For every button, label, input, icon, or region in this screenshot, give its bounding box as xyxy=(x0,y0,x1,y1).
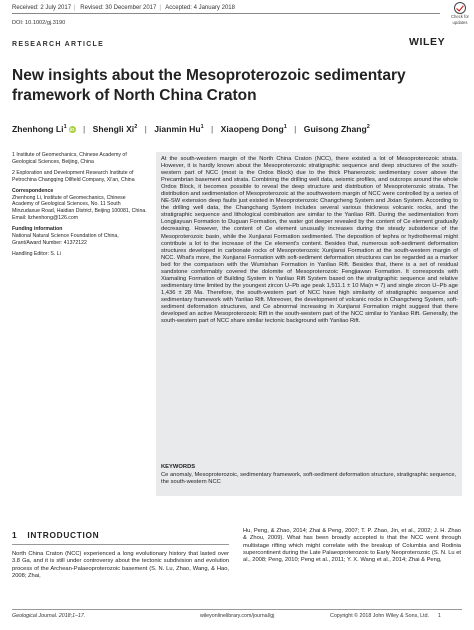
author-affiliation-mark: 1 xyxy=(63,124,67,131)
author-name[interactable]: Shengli Xi xyxy=(92,124,135,134)
keywords-list: Ce anomaly, Mesoproterozoic, sedimentary framework, soft-sediment deformation structure, stratigraphic sequence, the south-western NCC xyxy=(161,472,457,486)
section-label: RESEARCH ARTICLE xyxy=(12,41,105,48)
author-name[interactable]: Jianmin Hu xyxy=(154,124,201,134)
page-number: 1 xyxy=(437,613,441,619)
keywords-heading: KEYWORDS xyxy=(161,464,196,470)
author-name[interactable]: Guisong Zhang xyxy=(303,124,367,134)
author-separator: | xyxy=(144,124,147,134)
copyright-text: Copyright © 2018 John Wiley & Sons, Ltd. xyxy=(330,613,430,619)
funding-heading: Funding information xyxy=(12,226,63,233)
section-divider xyxy=(12,544,229,545)
footer-divider xyxy=(12,609,462,610)
author-affiliation-mark: 2 xyxy=(366,124,370,131)
journal-website-link[interactable]: wileyonlinelibrary.com/journal/gj xyxy=(200,613,275,619)
author-affiliation-mark: 1 xyxy=(200,124,204,131)
section-title: INTRODUCTION xyxy=(27,530,100,540)
check-icon xyxy=(454,2,466,14)
correspondence-email[interactable]: Email: lizhenhong@126.com xyxy=(12,215,79,222)
intro-paragraph-right: Hu, Peng, & Zhao, 2014; Zhai & Peng, 2007; T. P. Zhao, Jin, et al., 2002; J. H. Zhao & Zhou, 2009). What has been broadly accepted is that the NCC went through multistage rifting which might correlate with the breakup of Columbia and Rodinia supercontinent during the Late Palaeoproterozoic to Early Neoproterozoic (S. N. Lu et al., 2008; Peng, 2010; Peng et al., 2011; Y. X. Wang et al., 2014; Zhai & Peng, xyxy=(243,528,461,564)
correspondence-address: Zhenhong Li, Institute of Geomechanics, Chinese Academy of Geological Sciences, No. 11 South Minzudaxue Road, Haidian District, Beijing 100081, China. xyxy=(12,194,147,215)
check-for-updates-badge[interactable] xyxy=(448,2,472,28)
author-separator: | xyxy=(294,124,297,134)
correspondence-heading: Correspondence xyxy=(12,187,54,194)
author-name[interactable]: Zhenhong Li xyxy=(12,124,64,134)
intro-paragraph-left: North China Craton (NCC) experienced a long evolutionary history that lasted over 3.8 Ga, and it is still under controversy about the tectonic subdivision and evolution process of the Archean-Palaeoproterozoic basement (S. N. Lu, Zhao, Wang, & Hao, 2008; Zhai, xyxy=(12,551,229,579)
copyright-line xyxy=(330,613,441,619)
section-heading-introduction xyxy=(12,530,99,540)
author-list xyxy=(12,124,452,134)
article-info-column xyxy=(12,152,147,262)
doi[interactable]: DOI: 10.1002/gj.3190 xyxy=(12,20,66,26)
funding-info: National Natural Science Foundation of China, Grant/Award Number: 41372122 xyxy=(12,233,119,246)
accepted-date: Accepted: 4 January 2018 xyxy=(165,5,235,11)
author-affiliation-mark: 1 xyxy=(283,124,287,131)
author-name[interactable]: Xiaopeng Dong xyxy=(220,124,284,134)
journal-citation: Geological Journal. 2018;1–17. xyxy=(12,613,86,619)
revised-date: Revised: 30 December 2017 xyxy=(80,5,157,11)
abstract-text: At the south-western margin of the North China Craton (NCC), there existed a lot of Mesoproterozoic strata. However, it is hardly known about the Mesoproterozoic stratigraphic sequence and deep structures of the south-western part of NCC (most is the Ordos Block) due to the thick Phanerozoic sedimentary cover above the Precambrian basement and strata. Combining the drilling well data, seismic profiles, and outcrops around the whole Ordos Block, it becomes possible to reveal the deep structure and distribution of Mesoproterozoic strata. The distribution and sedimentation of Mesoproterozoic at the southwestern margin of NCC were controlled by a series of NE-SW extension deep faults just existed in Mesoproterozoic Changcheng System and Jixian System. According to the drilling well data, the Changchang System includes several various thickness volcanic rocks, and the stratigraphic sequence and lithological combination are similar to the Yanliao Rift. During the sedimentation from Longjiayuan Formation to Duguan Formation, the water got deeper revealed by the content of Ce element gradually decreasing. However, the content of Ce element unusually increases during the steady subsidence of the Mesoproterozoic basin, while the Xunjiansi Formation sedimented. The deposition of tephra or hydrothermal might contribute a lot to the increase of the Ce element's content. Besides that, numerous soft-sediment deformation structures developed in carbonate rocks of Mesoproterozoic Xunjiansi Formation at the south-western margin of NCC. What's more, the Xunjiansi Formation with soft-sediment deformation structures can be regarded as a marker bed for the comparison with the Wumishan Formation in Yanliao Rift. Besides that, there is a set of residual sandstone conformably covered the dolomite of Mesoproterozoic Fengjiawan Formation. It corresponds with Xiamaling Formation of Building System in Yanliao Rift System based on the stratigraphic sequence and relative sedimentary time limited by the youngest zircon U–Pb age peak 1,511.1 ± 10 Ma(n = 7) and single zircon U–Pb age 1,436 ± 28 Ma. Therefore, the south-western part of NCC have high similarity of stratigraphic sequence and sedimentary framework with Yanliao Rift. Moreover, the development of volcanic rocks in Changcheng System, soft-sediment deformation structures, and Ce abnormal increasing in Xunjiansi Formation might suggest that there developed an active Mesoproterozoic Rift in the south-western part of the NCC similar to Yanliao Rift. Generally, the south-western part of NCC share similar tectonic background with Yanliao Rift. xyxy=(161,156,458,325)
header-divider xyxy=(12,13,440,14)
section-number: 1 xyxy=(12,530,18,540)
article-dates: Received: 2 July 2017 | Revised: 30 December 2017 | Accepted: 4 January 2018 xyxy=(12,5,235,11)
author-affiliation-mark: 2 xyxy=(134,124,138,131)
author-separator: | xyxy=(211,124,214,134)
badge-label-1: Check for xyxy=(451,14,469,19)
author-separator: | xyxy=(83,124,86,134)
badge-label-2: updates xyxy=(452,19,468,25)
orcid-icon[interactable]: iD xyxy=(69,127,75,132)
handling-editor: Handling Editor: S. Li xyxy=(12,250,61,257)
affiliation-1: 1 Institute of Geomechanics, Chinese Academy of Geological Sciences, Beijing, China xyxy=(12,152,127,165)
received-date: Received: 2 July 2017 xyxy=(12,5,72,11)
publisher-logo: WILEY xyxy=(409,36,446,48)
affiliation-2: 2 Exploration and Development Research Institute of Petrochina Changqing Oilfield Company, Xi'an, China xyxy=(12,169,135,183)
article-title: New insights about the Mesoproterozoic sedimentary framework of North China Craton xyxy=(12,67,406,104)
